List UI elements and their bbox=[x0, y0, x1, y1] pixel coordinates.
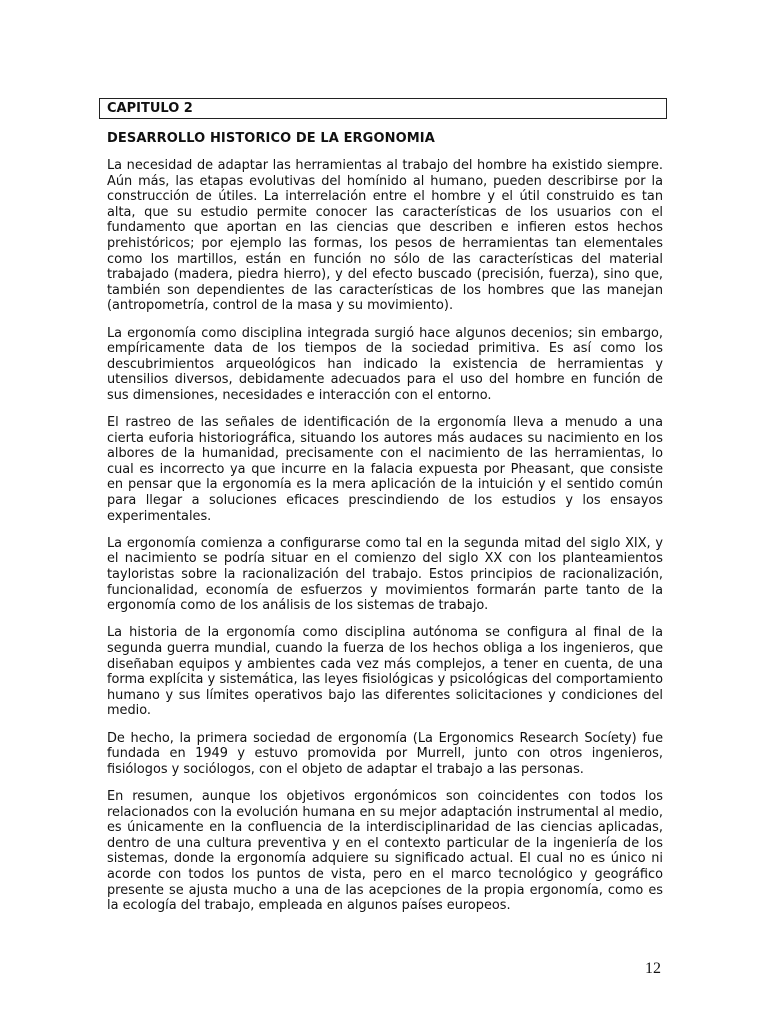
chapter-label: CAPITULO 2 bbox=[107, 101, 193, 116]
chapter-heading-box bbox=[99, 98, 667, 119]
paragraph: La historia de la ergonomía como disciplina autónoma se configura al final de la segunda guerra mundial, cuando la fuerza de los hechos obliga a los ingenieros, que diseñaban equipos y ambientes cada vez más complejos, a tener en cuenta, de una forma explícita y sistemática, las leyes fisiológicas y psicológicas del comportamiento humano y sus límites operativos bajo las diferentes solicitaciones y condiciones del medio. bbox=[107, 625, 663, 719]
paragraph: La necesidad de adaptar las herramientas al trabajo del hombre ha existido siempre. Aún más, las etapas evolutivas del homínido al humano, pueden describirse por la construcción de útiles. La interrelación entre el hombre y el útil construido es tan alta, que su estudio permite conocer las características de los usuarios con el fundamento que aportan en las ciencias que describen e infieren estos hechos prehistóricos; por ejemplo las formas, los pesos de herramientas tan elementales como los martillos, están en función no sólo de las características del material trabajado (madera, piedra hierro), y del efecto buscado (precisión, fuerza), sino que, también son dependientes de las características de los hombres que las manejan (antropometría, control de la masa y su movimiento). bbox=[107, 158, 663, 314]
paragraph: De hecho, la primera sociedad de ergonomía (La Ergonomics Research Socíety) fue fundada en 1949 y estuvo promovida por Murrell, junto con otros ingenieros, fisiólogos y sociólogos, con el objeto de adaptar el trabajo a las personas. bbox=[107, 730, 663, 777]
paragraph: La ergonomía comienza a configurarse como tal en la segunda mitad del siglo XIX, y el nacimiento se podría situar en el comienzo del siglo XX con los planteamientos tayloristas sobre la racionalización del trabajo. Estos principios de racionalización, funcionalidad, economía de esfuerzos y movimientos formarán parte tanto de la ergonomía como de los análisis de los sistemas de trabajo. bbox=[107, 535, 663, 614]
page-number: 12 bbox=[645, 960, 661, 977]
paragraph: En resumen, aunque los objetivos ergonómicos son coincidentes con todos los relacionados con la evolución humana en su mejor adaptación instrumental al medio, es únicamente en la confluencia de la interdisciplinaridad de las ciencias aplicadas, dentro de una cultura preventiva y en el contexto particular de la ingeniería de los sistemas, donde la ergonomía adquiere su significado actual. El cual no es único ni acorde con todos los puntos de vista, pero en el marco tecnológico y geográfico presente se ajusta mucho a una de las acepciones de la propia ergonomía, como es la ecología del trabajo, empleada en algunos países europeos. bbox=[107, 788, 663, 914]
paragraph: La ergonomía como disciplina integrada surgió hace algunos decenios; sin embargo, empíricamente data de los tiempos de la sociedad primitiva. Es así como los descubrimientos arqueológicos han indicado la existencia de herramientas y utensilios diversos, debidamente adecuados para el uso del hombre en función de sus dimensiones, necesidades e interacción con el entorno. bbox=[107, 325, 663, 403]
section-title: DESARROLLO HISTORICO DE LA ERGONOMIA bbox=[107, 131, 435, 146]
body-text bbox=[107, 158, 663, 925]
paragraph: El rastreo de las señales de identificación de la ergonomía lleva a menudo a una cierta euforia historiográfica, situando los autores más audaces su nacimiento en los albores de la humanidad, precisamente con el nacimiento de las herramientas, lo cual es incorrecto ya que incurre en la falacia expuesta por Pheasant, que consiste en pensar que la ergonomía es la mera aplicación de la intuición y el sentido común para llegar a soluciones eficaces prescindiendo de los estudios y los ensayos experimentales. bbox=[107, 415, 663, 524]
